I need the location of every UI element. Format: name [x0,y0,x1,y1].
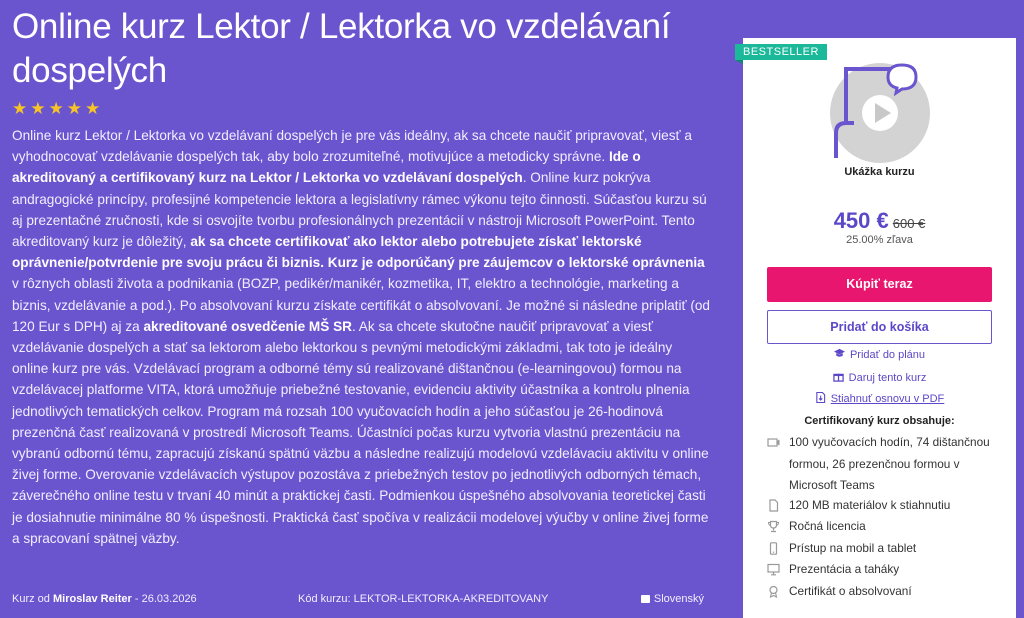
description-text: v rôznych oblasti života a podnikania (BOZP, pedikér/manikér, kozmetika, IT, elektro a technológie, marketing a biznis, vzdelávanie a pod.). Po absolvovaní kurzu získate certifikát o absolvovaní. Je možné si následne priplatiť (od 120 Eur s DPH) aj za [12,276,710,334]
buy-now-button[interactable]: Kúpiť teraz [767,267,992,302]
course-title: Online kurz Lektor / Lektorka vo vzdelávaní dospelých [12,7,671,90]
video-preview[interactable] [828,61,933,166]
preview-label[interactable]: Ukážka kurzu [844,166,915,178]
course-description [12,125,712,549]
bestseller-badge: BESTSELLER [735,44,827,60]
description-text: . Online kurz pokrýva andragogické princípy, profesijné kompetencie lektora a legislatívny rámec výkonu tejto činnosti. Súčasťou kurzu sú aj prezentačné zručnosti, kde si osvojíte tvorbu profesionálnych prezentácií v nástroji Microsoft PowerPoint. Tento akreditovaný kurz je dôležitý, [12,170,707,250]
video-icon [767,436,780,449]
include-item [789,516,1004,538]
include-item [789,495,1004,517]
add-to-cart-button[interactable]: Pridať do košíka [767,310,992,344]
graduation-cap-icon [834,348,845,359]
file-icon [767,499,780,512]
pdf-download-icon [815,392,826,403]
current-price: 450 € [833,208,889,233]
include-text: 120 MB materiálov k stiahnutiu [789,498,951,512]
add-to-plan-label: Pridať do plánu [849,349,926,361]
star-icon: ★ [12,99,28,118]
include-item [789,432,1004,497]
include-text: Prístup na mobil a tablet [789,541,917,555]
author-prefix: Kurz od [12,593,53,605]
description-highlight: akreditované osvedčenie MŠ SR [143,318,352,334]
gift-course-label: Daruj tento kurz [848,372,927,384]
chat-icon [641,595,650,603]
include-text: 100 vyučovacích hodín, 74 dištančnou formou, 26 prezenčnou formou v Microsoft Teams [789,435,990,492]
star-icon: ★ [85,99,101,118]
language-info [641,593,704,605]
star-icon: ★ [48,99,64,118]
download-syllabus-link[interactable] [743,392,1016,405]
original-price: 600 € [892,216,926,231]
star-icon: ★ [30,99,46,118]
gift-course-link[interactable] [743,371,1016,384]
description-text: . Ak sa chcete skutočne naučiť pripravovať a viesť vzdelávanie dospelých a stať sa lektorom alebo lektorkou s pevnými metodickými základmi, tak toto je ideálny online kurz pre vás. Vzdelávací program a odborné témy sú realizované dištančnou (e-learningovou) formou na vzdelávacej platforme VITA, ktorá umožňuje priebežné testovanie, evidenciu aktivity účastníka a kontrolu plnenia jednotlivých tematických celkov. Program má rozsah 100 vyučovacích hodín a jeho súčasťou je 26-hodinová prezenčná časť realizovaná v prostredí Microsoft Teams. Účastníci počas kurzu vytvoria vlastnú prezentáciu na vybranú odbornú tému, zapracujú získanú spätnú väzbu a následne realizujú modelovú vzdelávaciu aktivitu v online živej forme. Overovanie vzdelávacích výstupov pozostáva z priebežných testov po jednotlivých odborných témach, záverečného online testu v trvaní 40 minút a praktickej časti. Podmienkou úspešného absolvovania teoretickej časti je dosiahnutie minimálne 80 % úspešnosti. Praktická časť spočíva v realizácii modelovej výučby v online živej forme a spracovaní spätnej väzby. [12,318,709,546]
rating-stars [12,101,712,117]
includes-title: Certifikovaný kurz obsahuje: [804,415,955,427]
language-label: Slovenský [653,593,704,605]
include-item [789,559,1004,581]
gift-icon [833,371,844,382]
trophy-icon [767,520,780,533]
download-syllabus-label: Stiahnuť osnovu v PDF [830,393,945,405]
course-header [12,0,712,549]
description-text: Online kurz Lektor / Lektorka vo vzdelávaní dospelých je pre vás ideálny, ak sa chcete naučiť pripravovať, viesť a vyhodnocovať vzdelávanie dospelých tak, aby bolo zrozumiteľné, motivujúce a metodicky správne. [12,128,692,165]
author-name[interactable]: Miroslav Reiter [52,593,132,605]
include-item [789,581,1004,603]
description-highlight: Ide o akreditovaný a certifikovaný kurz na Lektor / Lektorka vo vzdelávaní dospelých [12,149,641,186]
price-block [743,208,1016,234]
star-icon: ★ [66,99,82,118]
description-highlight: ak sa chcete certifikovať ako lektor alebo potrebujete získať lektorské oprávnenie/potvrdenie pre svoju prácu či biznis. Kurz je odporúčaný pre záujemcov o lektorské oprávnenia [12,234,705,271]
author-line [12,593,197,605]
certificate-icon [767,585,780,598]
include-text: Ročná licencia [789,519,866,533]
add-to-plan-link[interactable] [743,348,1016,361]
publish-date: - 26.03.2026 [131,593,197,605]
include-item [789,538,1004,560]
course-code: Kód kurzu: LEKTOR-LEKTORKA-AKREDITOVANY [298,593,549,605]
course-meta [12,593,704,605]
include-text: Prezentácia a taháky [789,562,900,576]
monitor-icon [767,563,780,576]
mobile-icon [767,542,780,555]
discount-label: 25.00% zľava [846,234,913,246]
purchase-card [743,38,1016,618]
include-text: Certifikát o absolvovaní [789,584,912,598]
